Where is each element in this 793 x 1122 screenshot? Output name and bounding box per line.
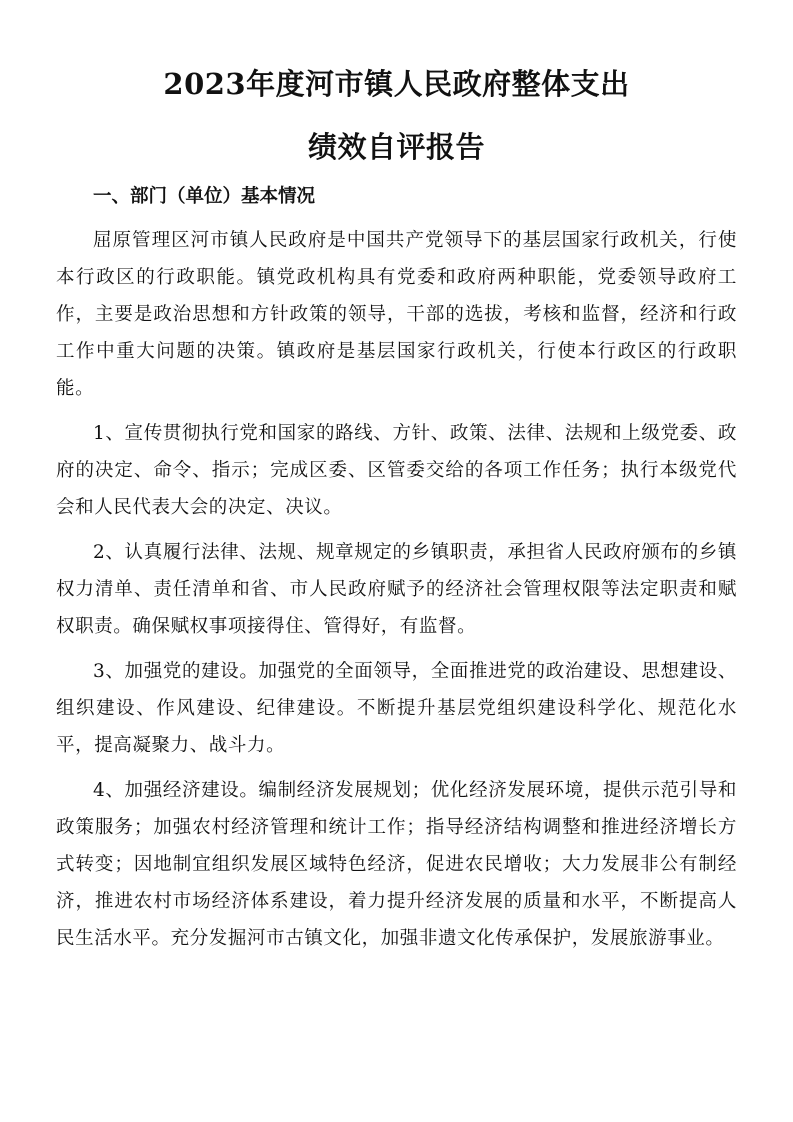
paragraph-item-2: 2、认真履行法律、法规、规章规定的乡镇职责，承担省人民政府颁布的乡镇权力清单、责任清单和省、市人民政府赋予的经济社会管理权限等法定职责和赋权职责。确保赋权事项接得住、管得好，有监督。 xyxy=(56,542,737,637)
paragraph-item-1: 1、宣传贯彻执行党和国家的路线、方针、政策、法律、法规和上级党委、政府的决定、命令、指示；完成区委、区管委交给的各项工作任务；执行本级党代会和人民代表大会的决定、决议。 xyxy=(56,423,737,518)
document-title-line2: 绩效自评报告 xyxy=(307,130,485,164)
paragraph-overview: 屈原管理区河市镇人民政府是中国共产党领导下的基层国家行政机关，行使本行政区的行政职能。镇党政机构具有党委和政府两种职能，党委领导政府工作，主要是政治思想和方针政策的领导，干部的选拔，考核和监督，经济和行政工作中重大问题的决策。镇政府是基层国家行政机关，行使本行政区的行政职能。 xyxy=(56,230,737,399)
paragraph-item-4: 4、加强经济建设。编制经济发展规划；优化经济发展环境，提供示范引导和政策服务；加强农村经济管理和统计工作；指导经济结构调整和推进经济增长方式转变；因地制宜组织发展区域特色经济，促进农民增收；大力发展非公有制经济，推进农村市场经济体系建设，着力提升经济发展的质量和水平，不断提高人民生活水平。充分发掘河市古镇文化，加强非遗文化传承保护，发展旅游事业。 xyxy=(56,780,737,949)
document-title-line1: 2023年度河市镇人民政府整体支出 xyxy=(163,67,630,101)
paragraph-item-3: 3、加强党的建设。加强党的全面领导，全面推进党的政治建设、思想建设、组织建设、作风建设、纪律建设。不断提升基层党组织建设科学化、规范化水平，提高凝聚力、战斗力。 xyxy=(56,661,737,756)
section-heading-basic-info: 一、部门（单位）基本情况 xyxy=(93,186,316,207)
